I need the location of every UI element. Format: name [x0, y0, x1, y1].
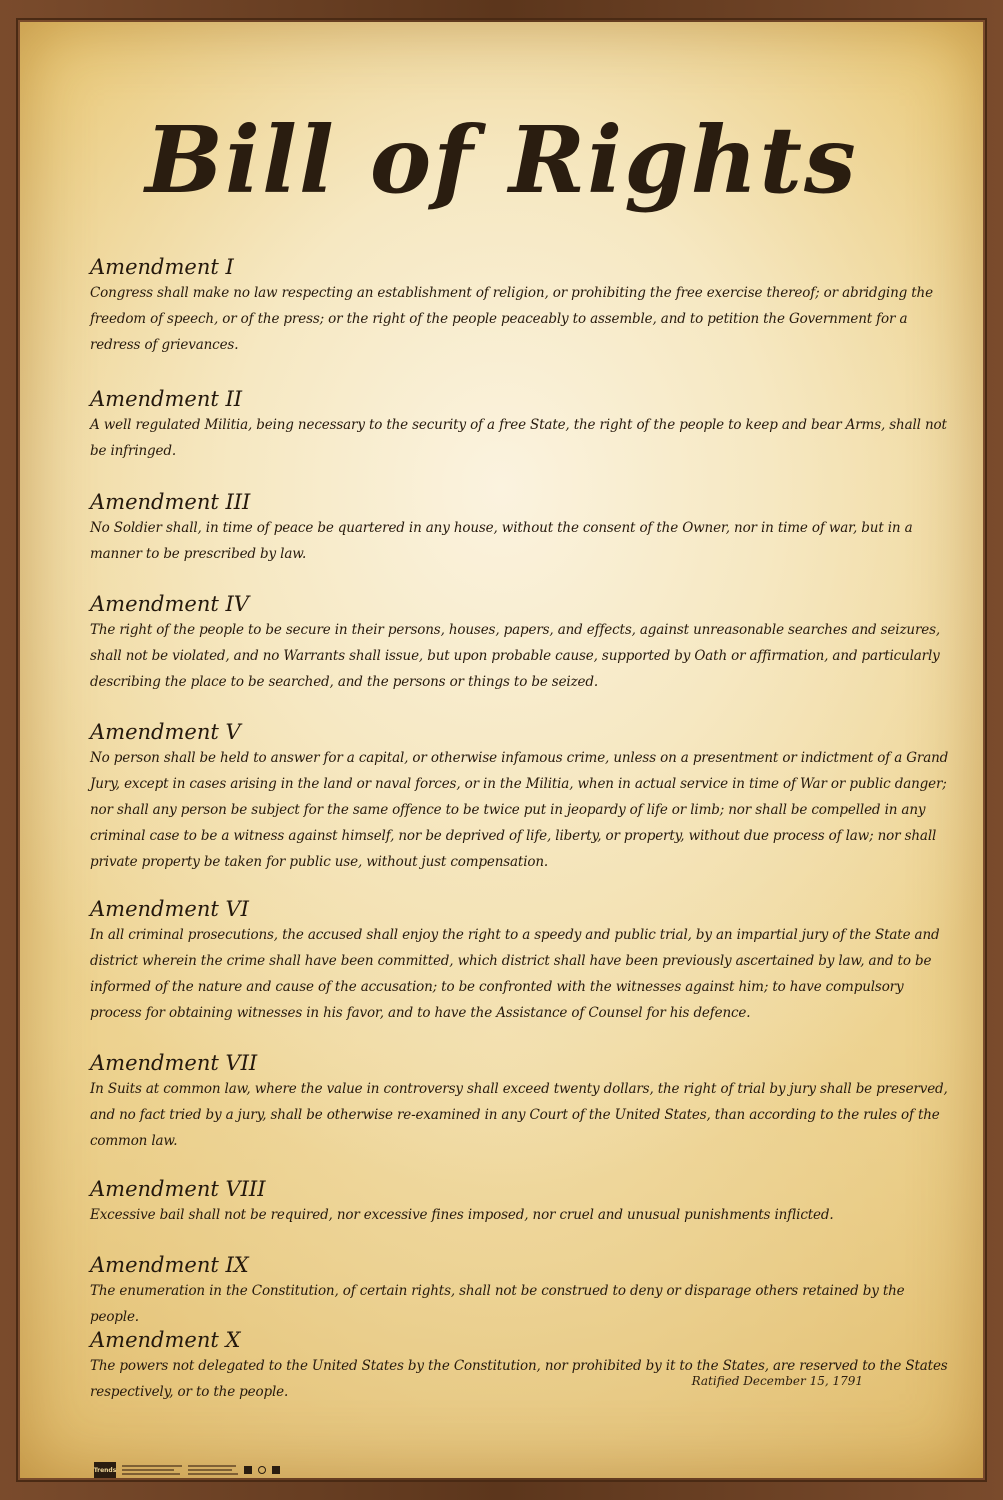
- fine-print: [188, 1465, 238, 1475]
- amendment-3: [90, 489, 950, 567]
- amendment-text: The powers not delegated to the United States by the Constitution, nor prohibited by it to the States, are reserved to the States respectively, or to the people.: [90, 1358, 948, 1400]
- amendment-7: [90, 1050, 950, 1154]
- amendment-5: [90, 719, 950, 875]
- amendment-heading: Amendment IV: [90, 592, 249, 616]
- document-title: Bill of Rights: [145, 106, 858, 214]
- publisher-footer: [94, 1462, 280, 1478]
- amendment-text: Congress shall make no law respecting an establishment of religion, or prohibiting the free exercise thereof; or abridging the freedom of speech, or of the press; or the right of the people peaceably to assemble, and to petition the Government for a redress of grievances.: [90, 285, 933, 353]
- amendment-9: [90, 1252, 950, 1330]
- publisher-logo: Trends: [94, 1462, 116, 1478]
- amendment-heading: Amendment X: [90, 1328, 241, 1352]
- amendment-heading: Amendment III: [90, 490, 251, 514]
- amendment-heading: Amendment VII: [90, 1051, 258, 1075]
- amendment-6: [90, 896, 950, 1026]
- ratified-date: Ratified December 15, 1791: [691, 1374, 863, 1388]
- amendment-heading: Amendment VIII: [90, 1177, 266, 1201]
- amendment-10: [90, 1327, 950, 1405]
- amendment-2: [90, 386, 950, 464]
- amendment-heading: Amendment VI: [90, 897, 249, 921]
- amendment-text: The enumeration in the Constitution, of certain rights, shall not be construed to deny or disparage others retained by the people.: [90, 1283, 905, 1325]
- amendment-text: Excessive bail shall not be required, nor excessive fines imposed, nor cruel and unusual punishments inflicted.: [90, 1207, 834, 1223]
- amendment-text: The right of the people to be secure in their persons, houses, papers, and effects, against unreasonable searches and seizures, shall not be violated, and no Warrants shall issue, but upon probable cause, supported by Oath or affirmation, and particularly describing the place to be searched, and the persons or things to be seized.: [90, 622, 941, 690]
- amendment-heading: Amendment II: [90, 387, 243, 411]
- amendment-text: No person shall be held to answer for a capital, or otherwise infamous crime, unless on a presentment or indictment of a Grand Jury, except in cases arising in the land or naval forces, or in the Militia, when in actual service in time of War or public danger; nor shall any person be subject for the same offence to be twice put in jeopardy of life or limb; nor shall be compelled in any criminal case to be a witness against himself, nor be deprived of life, liberty, or property, without due process of law; nor shall private property be taken for public use, without just compensation.: [90, 750, 949, 870]
- amendment-text: No Soldier shall, in time of peace be quartered in any house, without the consent of the Owner, nor in time of war, but in a manner to be prescribed by law.: [90, 520, 913, 562]
- license-circle-icon: [258, 1466, 266, 1474]
- amendment-4: [90, 591, 950, 695]
- amendment-heading: Amendment V: [90, 720, 241, 744]
- amendment-1: [90, 254, 950, 358]
- amendment-heading: Amendment I: [90, 255, 234, 279]
- license-square-icon: [272, 1466, 280, 1474]
- amendment-8: [90, 1176, 950, 1228]
- license-square-icon: [244, 1466, 252, 1474]
- parchment: [20, 22, 983, 1478]
- amendment-text: In Suits at common law, where the value in controversy shall exceed twenty dollars, the right of trial by jury shall be preserved, and no fact tried by a jury, shall be otherwise re-examined in any Court of the United States, than according to the rules of the common law.: [90, 1081, 948, 1149]
- amendment-text: In all criminal prosecutions, the accused shall enjoy the right to a speedy and public trial, by an impartial jury of the State and district wherein the crime shall have been committed, which district shall have been previously ascertained by law, and to be informed of the nature and cause of the accusation; to be confronted with the witnesses against him; to have compulsory process for obtaining witnesses in his favor, and to have the Assistance of Counsel for his defence.: [90, 927, 940, 1021]
- amendment-text: A well regulated Militia, being necessary to the security of a free State, the right of the people to keep and bear Arms, shall not be infringed.: [90, 417, 947, 459]
- fine-print: [122, 1465, 182, 1475]
- amendment-heading: Amendment IX: [90, 1253, 249, 1277]
